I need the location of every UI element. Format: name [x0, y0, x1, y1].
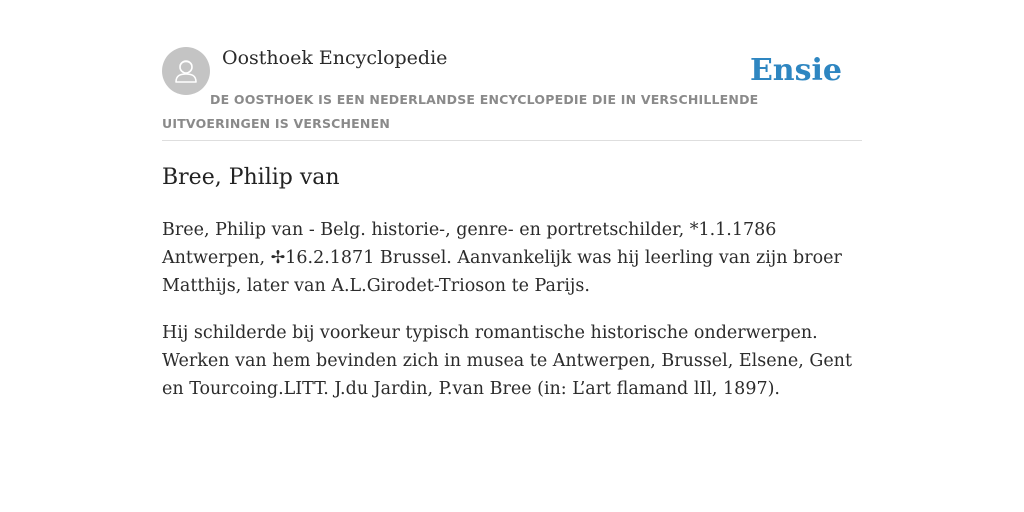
brand-logo[interactable]: Ensie	[749, 53, 842, 88]
article-paragraph: Bree, Philip van - Belg. historie-, genre- en portretschilder, *1.1.1786 Antwerpen, ✢16.2.1871 Brussel. Aanvankelijk was hij leerling van zijn broer Matthijs, later van A.L.Girodet-Trioson te Parijs.	[162, 220, 842, 296]
article-paragraph: Hij schilderde bij voorkeur typisch romantische historische onderwerpen. Werken van hem bevinden zich in musea te Antwerpen, Brussel, Elsene, Gent en Tourcoing.LITT. J.du Jardin, P.van Bree (in: L’art flamand lIl, 1897).	[162, 323, 852, 399]
source-header	[162, 46, 862, 141]
source-name-link[interactable]: Oosthoek Encyclopedie	[222, 47, 448, 69]
article-title: Bree, Philip van	[162, 165, 340, 190]
source-tagline: DE OOSTHOEK IS EEN NEDERLANDSE ENCYCLOPEDIE DIE IN VERSCHILLENDE UITVOERINGEN IS VERSCHENEN	[162, 92, 759, 131]
